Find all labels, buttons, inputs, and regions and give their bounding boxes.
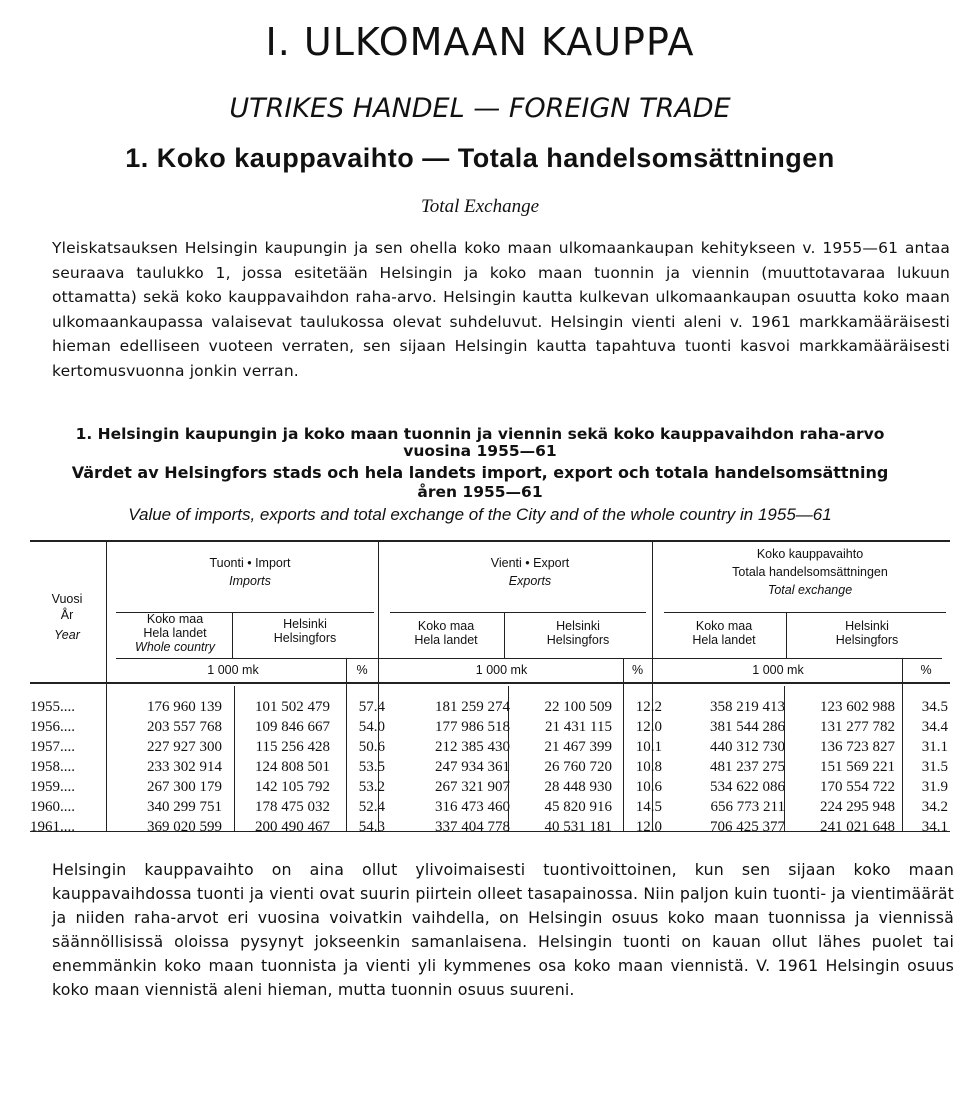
imports-helsinki-cell: 142 105 792 [255, 779, 330, 795]
imports-helsinki-cell: 124 808 501 [255, 759, 330, 775]
total-helsinki-cell: 136 723 827 [820, 739, 895, 755]
table-title-sv-years: åren 1955—61 [417, 483, 543, 501]
total-header-en: Total exchange [767, 583, 853, 597]
exports-helsinki-sv: Helsingfors [546, 633, 610, 647]
exports-whole-country-sv: Hela landet [414, 633, 478, 647]
exports-percent-cell: 12.2 [635, 699, 662, 715]
exports-helsinki-cell: 28 448 930 [544, 779, 612, 795]
table-title-fi: 1. Helsingin kaupungin ja koko maan tuonnin ja viennin sekä koko kauppavaihdon raha-arvo [75, 425, 885, 443]
exports-percent-cell: 12.0 [635, 819, 662, 835]
imports-helsinki-cell: 200 490 467 [255, 819, 330, 835]
imports-country-cell: 227 927 300 [147, 739, 222, 755]
exports-header: Vienti • Export [490, 556, 570, 570]
total-helsinki-cell: 131 277 782 [820, 719, 895, 735]
page-subtitle: UTRIKES HANDEL — FOREIGN TRADE [229, 93, 731, 124]
imports-whole-country-fi: Koko maa [146, 612, 204, 626]
year-cell: 1956.... [30, 719, 75, 735]
closing-paragraph: Helsingin kauppavaihto on aina ollut ylivoimaisesti tuontivoittoinen, kun sen sijaan koko maan kauppavaihdossa tuonti ja vienti ovat suurin piirtein olleet tasapainossa. Niin paljon kuin tuonti- ja vientimäärät ja niiden raha-arvot eri vuosina voivatkin vaihdella, on Helsingin osuus koko maan tuonnissa ja viennissä säännöllisissä oloissa pysynyt jokseenkin samanlaisena. Helsingin tuonti on kauan ollut lähes puolet tai enemmänkin koko maan tuonnista ja vienti yli kymmenes osa koko maan viennistä. V. 1961 Helsingin osuus koko maan viennistä aleni hieman, mutta tuonnin osuus suureni. [52, 860, 954, 999]
imports-percent-cell: 50.6 [358, 739, 385, 755]
table-title-en: Value of imports, exports and total exchange of the City and of the whole country in 1955—61 [128, 505, 832, 524]
table-title-fi-years: vuosina 1955—61 [403, 442, 557, 460]
total-helsinki-cell: 224 295 948 [820, 799, 895, 815]
total-whole-country-fi: Koko maa [695, 619, 753, 633]
exports-country-cell: 177 986 518 [435, 719, 510, 735]
total-percent-cell: 34.4 [921, 719, 948, 735]
imports-percent-cell: 54.3 [358, 819, 385, 835]
header-subrule [664, 612, 946, 613]
imports-helsinki-cell: 109 846 667 [255, 719, 330, 735]
imports-helsinki-sv: Helsingfors [273, 631, 337, 645]
total-country-cell: 358 219 413 [710, 699, 785, 715]
col-divider [504, 612, 505, 658]
imports-helsinki-cell: 178 475 032 [255, 799, 330, 815]
exports-country-cell: 337 404 778 [435, 819, 510, 835]
intro-paragraph: Yleiskatsauksen Helsingin kaupungin ja sen ohella koko maan ulkomaankaupan kehitykseen v. 1955—61 antaa seuraava taulukko 1, jossa esitetään Helsingin ja koko maan tuonnin ja viennin (muuttotavaraa lukuun ottamatta) sekä koko kauppavaihdon raha-arvo. Helsingin kautta kulkevan ulkomaankaupan osuutta koko maan ulkomaankaupassa valaisevat taulukossa olevat suhdeluvut. Helsingin vienti aleni v. 1961 markkamääräisesti hieman edelliseen vuoteen verraten, sen sijaan Helsingin kautta tapahtuva tuonti kasvoi markkamääräisesti kertomusvuonna jonkin verran. [52, 239, 950, 380]
exports-helsinki-cell: 45 820 916 [544, 799, 612, 815]
year-cell: 1955.... [30, 699, 75, 715]
exports-percent-cell: 10.1 [635, 739, 662, 755]
header-subrule [390, 612, 646, 613]
table-row [30, 779, 950, 799]
total-country-cell: 381 544 286 [710, 719, 785, 735]
total-country-cell: 481 237 275 [710, 759, 785, 775]
table-row [30, 759, 950, 779]
exports-helsinki-cell: 22 100 509 [544, 699, 612, 715]
total-percent-cell: 34.5 [921, 699, 948, 715]
exports-helsinki-cell: 21 431 115 [545, 719, 612, 735]
imports-country-cell: 369 020 599 [147, 819, 222, 835]
page-title: I. ULKOMAAN KAUPPA [265, 20, 695, 64]
year-header-sv: År [60, 608, 74, 622]
total-helsinki-cell: 151 569 221 [820, 759, 895, 775]
table-row [30, 719, 950, 739]
imports-header: Tuonti • Import [209, 556, 291, 570]
imports-country-cell: 233 302 914 [147, 759, 222, 775]
imports-percent-cell: 53.2 [358, 779, 385, 795]
imports-helsinki-cell: 101 502 479 [255, 699, 330, 715]
total-country-cell: 534 622 086 [710, 779, 785, 795]
table-top-rule [30, 540, 950, 542]
table-row [30, 810, 950, 835]
imports-country-cell: 176 960 139 [147, 699, 222, 715]
year-header-fi: Vuosi [51, 592, 83, 606]
section-title: 1. Koko kauppavaihto — Totala handelsomsättningen [125, 143, 835, 173]
imports-whole-country-en: Whole country [135, 640, 215, 654]
exports-percent-cell: 10.8 [635, 759, 662, 775]
total-helsinki-cell: 241 021 648 [820, 819, 895, 835]
year-cell: 1961.... [30, 819, 75, 835]
exports-percent-cell: 14.5 [635, 799, 662, 815]
exports-country-cell: 212 385 430 [435, 739, 510, 755]
total-percent: % [920, 663, 932, 677]
imports-percent-cell: 52.4 [358, 799, 385, 815]
year-cell: 1958.... [30, 759, 75, 775]
imports-unit: 1 000 mk [207, 663, 259, 677]
total-percent-cell: 31.9 [921, 779, 948, 795]
exports-percent-cell: 12.0 [635, 719, 662, 735]
total-percent-cell: 31.5 [921, 759, 948, 775]
exports-country-cell: 267 321 907 [435, 779, 510, 795]
total-helsinki-cell: 170 554 722 [820, 779, 895, 795]
total-helsinki-sv: Helsingfors [835, 633, 899, 647]
imports-whole-country-sv: Hela landet [143, 626, 207, 640]
col-divider [786, 612, 787, 658]
exports-country-cell: 181 259 274 [435, 699, 510, 715]
imports-country-cell: 340 299 751 [147, 799, 222, 815]
imports-helsinki-cell: 115 256 428 [255, 739, 330, 755]
total-whole-country-sv: Hela landet [692, 633, 756, 647]
exports-whole-country-fi: Koko maa [417, 619, 475, 633]
year-cell: 1959.... [30, 779, 75, 795]
exports-helsinki-cell: 21 467 399 [544, 739, 612, 755]
year-header-en: Year [54, 628, 80, 642]
total-percent-cell: 31.1 [921, 739, 948, 755]
col-divider [232, 612, 233, 658]
exports-helsinki-fi: Helsinki [556, 619, 600, 633]
exports-country-cell: 247 934 361 [435, 759, 510, 775]
table-title-sv: Värdet av Helsingfors stads och hela landets import, export och totala handelsomsättning [71, 463, 889, 482]
imports-helsinki-fi: Helsinki [283, 617, 327, 631]
exports-helsinki-cell: 26 760 720 [544, 759, 612, 775]
section-subtitle: Total Exchange [420, 196, 540, 217]
table-header-bottom-rule [30, 682, 950, 684]
total-percent-cell: 34.1 [921, 819, 948, 835]
exports-header-en: Exports [508, 574, 552, 588]
exports-percent-cell: 10.6 [635, 779, 662, 795]
exports-helsinki-cell: 40 531 181 [544, 819, 612, 835]
total-header-sv: Totala handelsomsättningen [732, 565, 888, 579]
imports-percent-cell: 57.4 [358, 699, 385, 715]
table-row [30, 699, 950, 719]
year-cell: 1957.... [30, 739, 75, 755]
total-unit: 1 000 mk [752, 663, 804, 677]
exports-unit: 1 000 mk [475, 663, 528, 677]
total-country-cell: 440 312 730 [710, 739, 785, 755]
total-country-cell: 656 773 211 [710, 799, 785, 815]
total-helsinki-fi: Helsinki [845, 619, 889, 633]
imports-percent-cell: 53.5 [358, 759, 385, 775]
total-header-fi: Koko kauppavaihto [756, 547, 864, 561]
imports-percent-cell: 54.0 [358, 719, 385, 735]
imports-country-cell: 203 557 768 [147, 719, 222, 735]
header-subrule [116, 658, 942, 659]
imports-percent: % [356, 663, 368, 677]
imports-header-en: Imports [229, 574, 271, 588]
year-cell: 1960.... [30, 799, 75, 815]
exports-country-cell: 316 473 460 [435, 799, 510, 815]
total-percent-cell: 34.2 [921, 799, 948, 815]
table-row [30, 739, 950, 759]
exports-percent: % [631, 663, 644, 677]
total-helsinki-cell: 123 602 988 [820, 699, 895, 715]
imports-country-cell: 267 300 179 [147, 779, 222, 795]
total-country-cell: 706 425 377 [710, 819, 785, 835]
